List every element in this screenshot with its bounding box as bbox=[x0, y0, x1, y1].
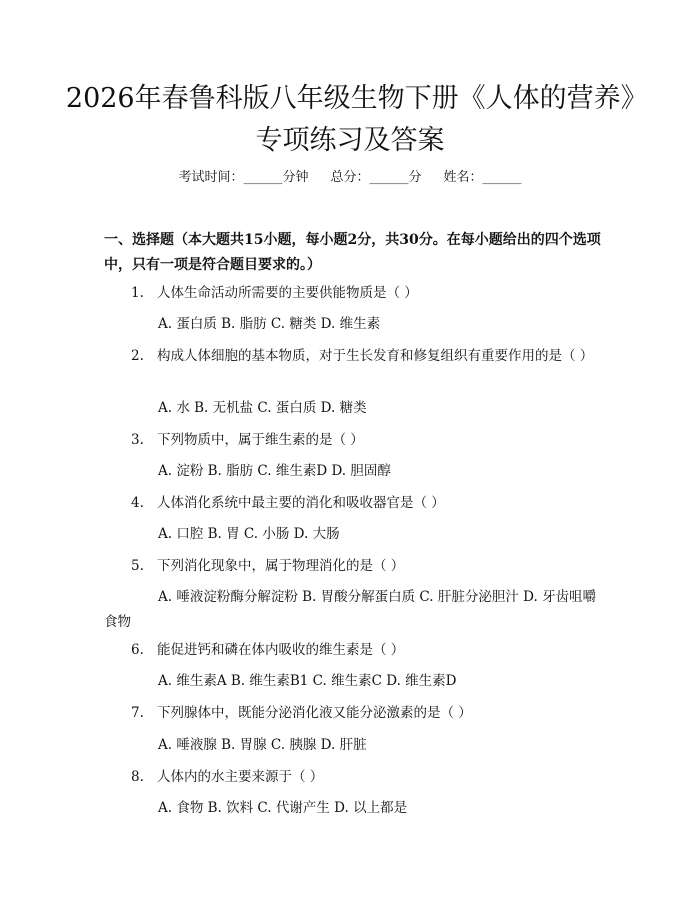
exam-time-field: 考试时间：______分钟 bbox=[178, 170, 309, 185]
question-3-options: A. 淀粉 B. 脂肪 C. 维生素D D. 胆固醇 bbox=[158, 463, 391, 479]
total-score-field: 总分：______分 bbox=[330, 170, 422, 185]
question-1 bbox=[104, 281, 604, 306]
question-number: 2. bbox=[131, 348, 144, 364]
question-8 bbox=[104, 765, 604, 790]
question-text: 能促进钙和磷在体内吸收的维生素是（ ） bbox=[157, 642, 405, 658]
question-5 bbox=[104, 554, 604, 579]
question-number: 1. bbox=[131, 285, 144, 301]
question-5-options: A. 唾液淀粉酶分解淀粉 B. 胃酸分解蛋白质 C. 肝脏分泌胆汁 D. 牙齿咀嚼食物 bbox=[104, 589, 597, 630]
question-2-options: A. 水 B. 无机盐 C. 蛋白质 D. 糖类 bbox=[158, 400, 367, 416]
question-4 bbox=[104, 491, 604, 516]
question-7-options: A. 唾液腺 B. 胃腺 C. 胰腺 D. 肝脏 bbox=[158, 737, 367, 753]
question-number: 3. bbox=[131, 432, 144, 448]
question-number: 5. bbox=[131, 558, 144, 574]
question-7 bbox=[104, 701, 604, 726]
section-heading: 一、选择题（本大题共15小题，每小题2分，共30分。在每小题给出的四个选项中，只有一项是符合题目要求的。） bbox=[104, 232, 601, 273]
question-number: 4. bbox=[131, 495, 144, 511]
question-6 bbox=[104, 638, 604, 663]
question-text: 人体生命活动所需要的主要供能物质是（ ） bbox=[157, 285, 418, 301]
question-3 bbox=[104, 428, 604, 453]
question-text: 人体消化系统中最主要的消化和吸收器官是（ ） bbox=[157, 495, 445, 511]
question-2 bbox=[104, 344, 604, 369]
question-number: 8. bbox=[131, 769, 144, 785]
question-text: 下列消化现象中，属于物理消化的是（ ） bbox=[157, 558, 405, 574]
document-title: 2026年春鲁科版八年级生物下册《人体的营养》专项练习及答案 bbox=[65, 83, 635, 156]
question-number: 7. bbox=[131, 705, 144, 721]
question-text: 人体内的水主要来源于（ ） bbox=[157, 769, 324, 785]
question-number: 6. bbox=[131, 642, 144, 658]
question-4-options: A. 口腔 B. 胃 C. 小肠 D. 大肠 bbox=[158, 526, 340, 542]
exam-info-line bbox=[0, 168, 700, 188]
question-text: 下列腺体中，既能分泌消化液又能分泌激素的是（ ） bbox=[157, 705, 472, 721]
question-6-options: A. 维生素A B. 维生素B1 C. 维生素C D. 维生素D bbox=[158, 673, 457, 689]
question-1-options: A. 蛋白质 B. 脂肪 C. 糖类 D. 维生素 bbox=[158, 316, 381, 332]
question-8-options: A. 食物 B. 饮料 C. 代谢产生 D. 以上都是 bbox=[158, 800, 408, 816]
question-text: 构成人体细胞的基本物质，对于生长发育和修复组织有重要作用的是（ ） bbox=[157, 348, 594, 364]
student-name-field: 姓名：______ bbox=[443, 170, 522, 185]
question-text: 下列物质中，属于维生素的是（ ） bbox=[157, 432, 364, 448]
